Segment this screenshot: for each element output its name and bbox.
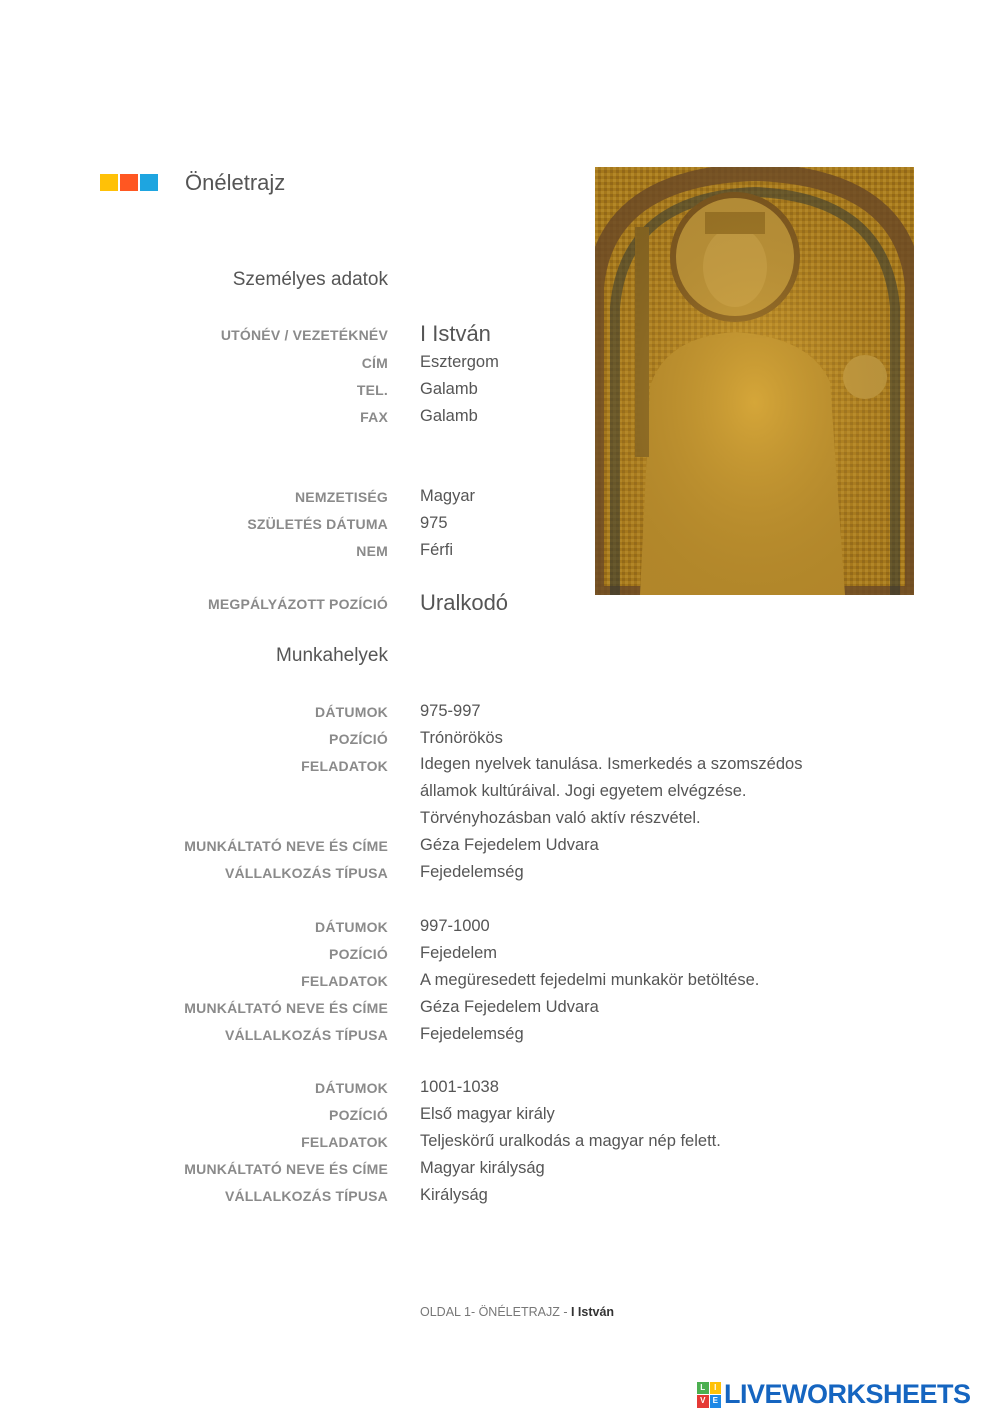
value-business-type: Fejedelemség xyxy=(420,863,524,881)
badge-letter: E xyxy=(710,1395,722,1408)
label-dates: DÁTUMOK xyxy=(315,919,388,935)
section-title-work: Munkahelyek xyxy=(276,645,388,666)
value-employer: Géza Fejedelem Udvara xyxy=(420,998,599,1016)
footer-prefix: OLDAL 1- ÖNÉLETRAJZ - xyxy=(420,1305,571,1319)
value-dates: 975-997 xyxy=(420,702,481,720)
label-nationality: NEMZETISÉG xyxy=(294,489,388,505)
value-position: Trónörökös xyxy=(420,729,503,747)
footer-name: I István xyxy=(570,1305,615,1319)
value-nationality: Magyar xyxy=(420,487,476,505)
badge-letter: L xyxy=(697,1382,709,1395)
label-tasks: FELADATOK xyxy=(301,758,388,774)
document-title: Önéletrajz xyxy=(185,170,286,195)
label-dates: DÁTUMOK xyxy=(315,704,388,720)
label-phone: TEL. xyxy=(356,382,388,398)
value-position-applied: Uralkodó xyxy=(420,590,509,615)
label-business-type: VÁLLALKOZÁS TÍPUSA xyxy=(224,1027,388,1043)
value-dates: 1001-1038 xyxy=(420,1078,499,1096)
liveworksheets-text: LIVEWORKSHEETS xyxy=(724,1379,971,1409)
label-position: POZÍCIÓ xyxy=(329,731,388,747)
value-tasks: A megüresedett fejedelmi munkakör betöltése. xyxy=(420,971,760,989)
page-footer xyxy=(420,1305,614,1319)
label-employer: MUNKÁLTATÓ NEVE ÉS CÍME xyxy=(184,838,388,854)
value-birthdate: 975 xyxy=(420,514,448,532)
label-business-type: VÁLLALKOZÁS TÍPUSA xyxy=(224,1188,388,1204)
logo-squares xyxy=(100,174,160,191)
value-tasks: Teljeskörű uralkodás a magyar nép felett. xyxy=(420,1132,721,1150)
value-position: Első magyar király xyxy=(420,1105,555,1123)
liveworksheets-badge xyxy=(697,1382,721,1408)
label-name: UTÓNÉV / VEZETÉKNÉV xyxy=(220,327,388,343)
value-address: Esztergom xyxy=(420,353,499,371)
value-name: I István xyxy=(420,321,491,346)
logo-square-orange xyxy=(120,174,138,191)
logo-square-yellow xyxy=(100,174,118,191)
value-business-type: Királyság xyxy=(420,1186,488,1204)
label-position: POZÍCIÓ xyxy=(329,1107,388,1123)
label-dates: DÁTUMOK xyxy=(315,1080,388,1096)
liveworksheets-logo[interactable] xyxy=(697,1379,971,1410)
value-employer: Géza Fejedelem Udvara xyxy=(420,836,599,854)
label-position: POZÍCIÓ xyxy=(329,946,388,962)
value-tasks: Idegen nyelvek tanulása. Ismerkedés a szomszédos államok kultúráival. Jogi egyetem elvégzése. Törvényhozásban való aktív részvétel. xyxy=(420,755,803,827)
label-position-applied: MEGPÁLYÁZOTT POZÍCIÓ xyxy=(207,596,388,612)
label-birthdate: SZÜLETÉS DÁTUMA xyxy=(247,516,388,532)
badge-letter: V xyxy=(697,1395,709,1408)
badge-letter: I xyxy=(710,1382,722,1395)
value-employer: Magyar királyság xyxy=(420,1159,545,1177)
value-dates: 997-1000 xyxy=(420,917,490,935)
label-address: CÍM xyxy=(361,355,388,371)
label-gender: NEM xyxy=(356,543,388,559)
label-employer: MUNKÁLTATÓ NEVE ÉS CÍME xyxy=(184,1000,388,1016)
value-phone: Galamb xyxy=(420,380,478,398)
label-tasks: FELADATOK xyxy=(301,973,388,989)
label-employer: MUNKÁLTATÓ NEVE ÉS CÍME xyxy=(184,1161,388,1177)
label-fax: FAX xyxy=(360,409,388,425)
logo-square-blue xyxy=(140,174,158,191)
label-tasks: FELADATOK xyxy=(301,1134,388,1150)
section-title-personal: Személyes adatok xyxy=(232,269,388,290)
value-business-type: Fejedelemség xyxy=(420,1025,524,1043)
label-business-type: VÁLLALKOZÁS TÍPUSA xyxy=(224,865,388,881)
value-gender: Férfi xyxy=(420,541,453,559)
value-fax: Galamb xyxy=(420,407,478,425)
portrait-image xyxy=(595,167,914,595)
value-position: Fejedelem xyxy=(420,944,498,962)
